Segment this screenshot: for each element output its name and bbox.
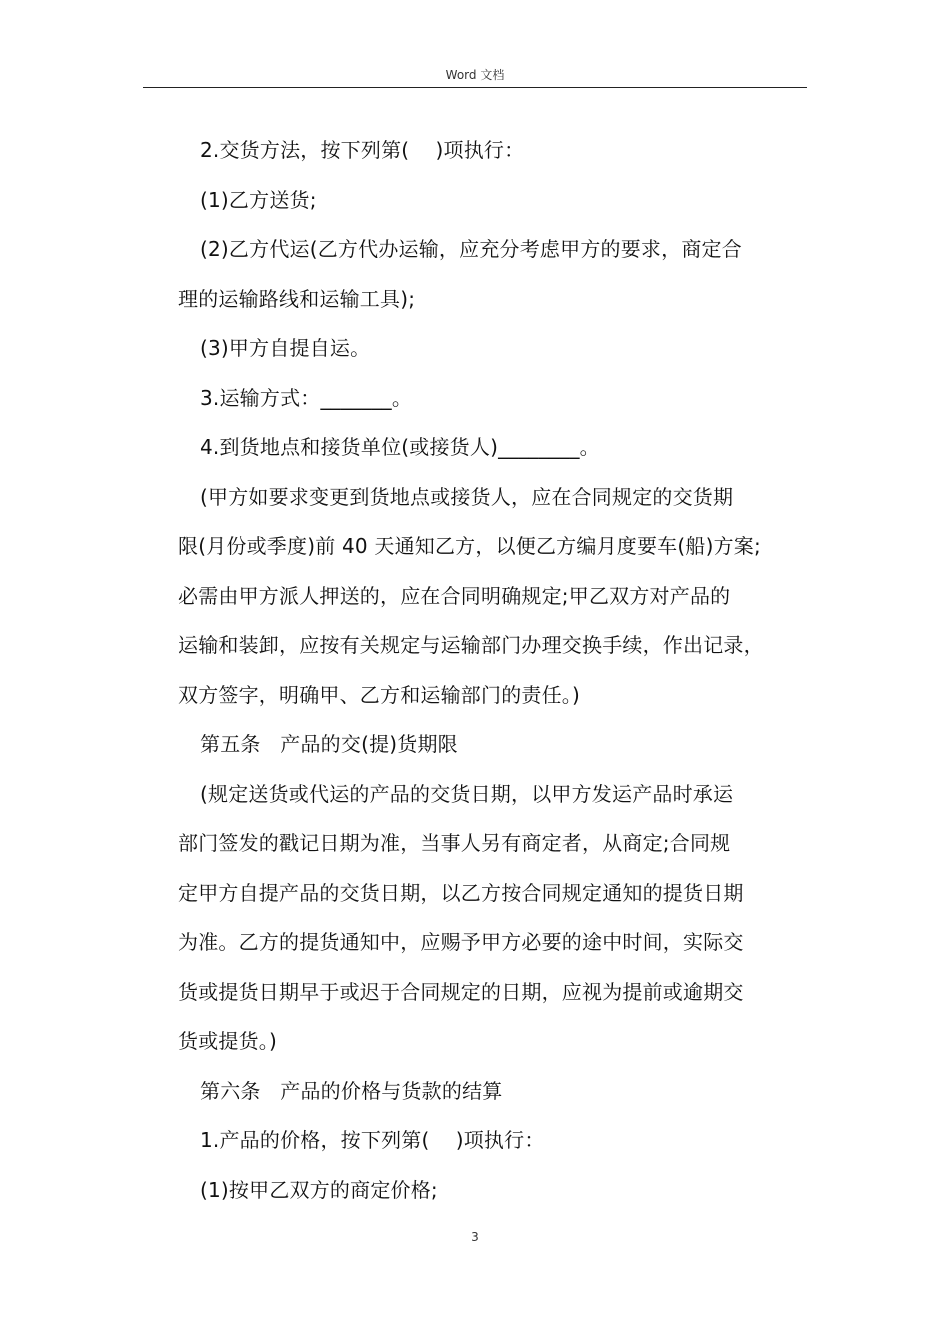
note-paragraph-line-3: 必需由甲方派人押送的，应在合同明确规定;甲乙双方对产品的 (178, 583, 731, 608)
article-5-heading: 第五条 产品的交(提)货期限 (200, 732, 458, 756)
article-6-heading: 第六条 产品的价格与货款的结算 (200, 1078, 503, 1103)
note-paragraph-line-2: 限(月份或季度)前 40 天通知乙方，以便乙方编月度要车(船)方案; (178, 534, 761, 558)
article-5-paragraph-line-5: 货或提货日期早于或迟于合同规定的日期，应视为提前或逾期交 (178, 979, 744, 1004)
price-option-1: (1)按甲乙双方的商定价格; (200, 1177, 438, 1202)
article-5-paragraph-line-6: 货或提货。) (178, 1029, 278, 1053)
clause-4-destination: 4.到货地点和接货单位(或接货人)________。 (200, 435, 600, 459)
article-5-paragraph-line-3: 定甲方自提产品的交货日期，以乙方按合同规定通知的提货日期 (178, 880, 744, 905)
header-divider (143, 87, 807, 88)
note-paragraph-line-5: 双方签字，明确甲、乙方和运输部门的责任。) (178, 682, 581, 707)
clause-1-product-price: 1.产品的价格，按下列第( )项执行： (200, 1128, 545, 1152)
document-body (178, 126, 838, 1215)
article-5-paragraph-line-4: 为准。乙方的提货通知中，应赐予甲方必要的途中时间，实际交 (178, 930, 744, 954)
page-header: Word 文档 (445, 68, 505, 82)
note-paragraph-line-4: 运输和装卸，应按有关规定与运输部门办理交换手续，作出记录， (178, 633, 764, 657)
article-5-paragraph-line-2: 部门签发的戳记日期为准，当事人另有商定者，从商定;合同规 (178, 831, 731, 855)
option-2-seller-shipping: (2)乙方代运(乙方代办运输，应充分考虑甲方的要求，商定合 (200, 237, 742, 261)
note-paragraph-line-1: (甲方如要求变更到货地点或接货人，应在合同规定的交货期 (200, 484, 734, 509)
clause-2-delivery-method: 2.交货方法，按下列第( )项执行： (200, 138, 525, 162)
option-3-buyer-pickup: (3)甲方自提自运。 (200, 336, 371, 360)
page-number: 3 (471, 1230, 479, 1244)
option-2-continued: 理的运输路线和运输工具); (178, 286, 416, 311)
clause-3-transport-mode: 3.运输方式：_______。 (200, 385, 413, 410)
article-5-paragraph-line-1: (规定送货或代运的产品的交货日期，以甲方发运产品时承运 (200, 781, 734, 806)
option-1-seller-delivery: (1)乙方送货; (200, 187, 317, 212)
